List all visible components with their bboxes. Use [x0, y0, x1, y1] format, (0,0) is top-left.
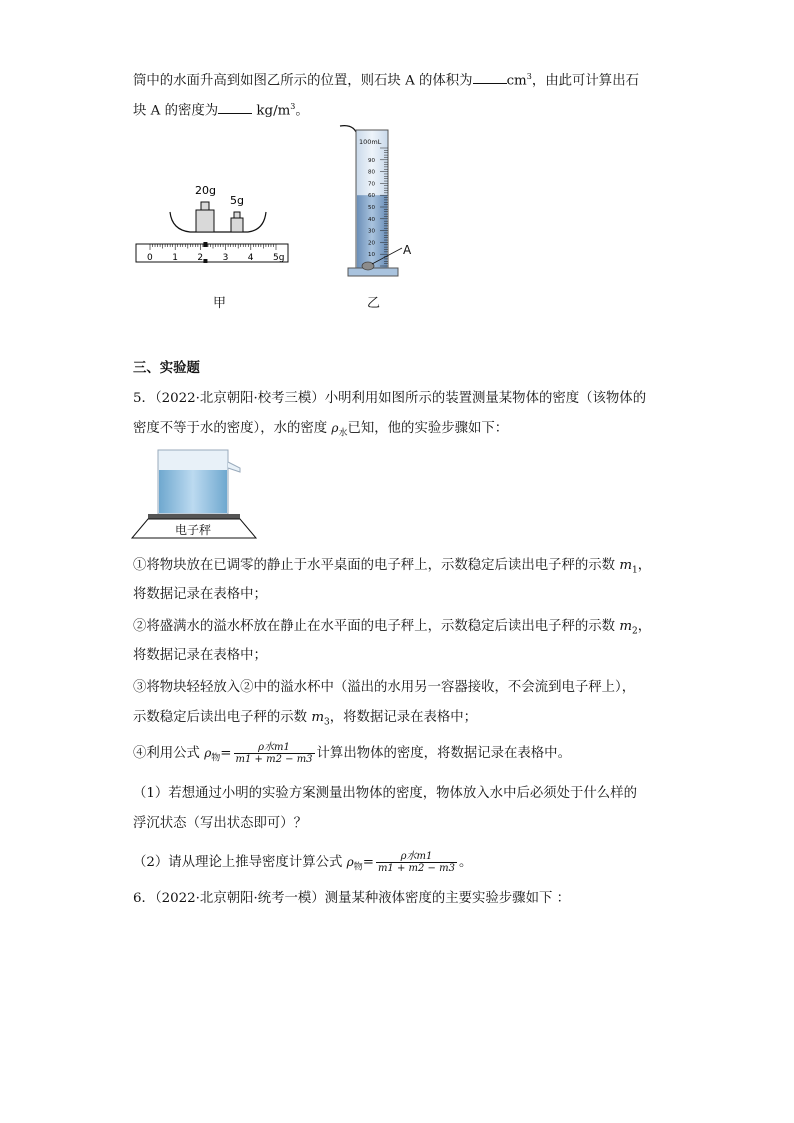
cylinder-base — [348, 268, 398, 276]
step-text: 示数稳定后读出电子秤的示数 — [133, 710, 312, 725]
cup-water — [159, 470, 227, 513]
cylinder-tick-label: 50 — [368, 205, 375, 211]
section-title: 三、实验题 — [133, 361, 200, 376]
cylinder-tick-label: 10 — [368, 252, 375, 259]
cylinder-tick-label: 30 — [368, 228, 375, 235]
cylinder-top-label: 100mL — [359, 138, 382, 146]
q5-sub1-line2: 浮沉状态（写出状态即可）？ — [133, 816, 308, 831]
formula-denominator: m1 + m2 − m3 — [235, 754, 313, 765]
scale-tick-label: 3 — [222, 253, 229, 263]
sub2-text: （2）请从理论上推导密度计算公式 — [133, 855, 347, 870]
q5-text: 已知，他的实验步骤如下： — [347, 421, 509, 436]
step-text: ①将物块放在已调零的静止于水平桌面的电子秤上，示数稳定后读出电子秤的示数 — [133, 558, 620, 573]
q5-text: 密度不等于水的密度），水的密度 — [133, 421, 332, 436]
scale-tick-label: 1 — [172, 253, 178, 263]
q5-step-1 — [133, 557, 651, 580]
intro-line-2 — [133, 98, 309, 120]
formula-numerator: ρ水m1 — [376, 851, 457, 863]
q5-sub1-line1: （1）若想通过小明的实验方案测量出物体的密度，物体放入水中后必须处于什么样的 — [133, 786, 637, 801]
var-m: m — [619, 558, 633, 573]
var-sub: 3 — [324, 717, 330, 728]
scale-platform — [148, 514, 240, 519]
q5-line-1: 5．（2022·北京朝阳·校考三模）小明利用如图所示的装置测量某物体的密度（该物体的 — [133, 391, 647, 406]
figure-electronic-scale — [130, 446, 280, 542]
q6-line-1: 6．（2022·北京朝阳·统考一模）测量某种液体密度的主要实验步骤如下 ： — [133, 891, 570, 906]
formula-rho-sub: 物 — [211, 753, 221, 764]
q5-line-2 — [133, 419, 508, 443]
intro-text: ，由此可计算出石 — [531, 73, 639, 89]
q5-step-2b: 将数据记录在表格中； — [133, 648, 267, 663]
unit-cm: cm — [506, 73, 527, 89]
cylinder-tick-label: 70 — [368, 181, 375, 188]
balance-scale-beam — [136, 244, 288, 262]
formula-eq: = — [220, 746, 232, 761]
q5-step-2 — [133, 618, 651, 641]
formula-rho: ρ — [204, 746, 212, 760]
density-formula — [376, 851, 457, 874]
density-formula — [234, 742, 315, 765]
rider-marker — [203, 242, 207, 247]
intro-text: 块 A 的密度为 — [133, 103, 219, 119]
q5-step-4 — [133, 742, 571, 768]
sub2-text: 。 — [458, 855, 473, 870]
cylinder-tick-label: 90 — [368, 157, 375, 164]
weight-5g — [231, 218, 243, 232]
unit-exponent: 3 — [526, 72, 532, 81]
scale-tick-label: 2 — [197, 253, 204, 263]
var-sub: 2 — [632, 626, 638, 637]
q5-sub2 — [133, 851, 472, 877]
weight-label-20g: 20g — [195, 184, 216, 197]
answer-blank-volume[interactable] — [473, 70, 507, 84]
cylinder-tick-label: 80 — [368, 169, 375, 176]
var-m: m — [311, 710, 325, 725]
formula-rho: ρ — [346, 855, 354, 869]
var-m: m — [619, 619, 633, 634]
q5-step-3b — [133, 709, 477, 732]
cylinder-spout — [340, 126, 356, 132]
stone-label: A — [403, 243, 412, 257]
cylinder-tick-label: 20 — [368, 240, 375, 247]
rho-symbol: ρ — [331, 421, 339, 435]
intro-text: 。 — [295, 103, 309, 119]
stone-a — [362, 262, 374, 270]
intro-text: 筒中的水面升高到如图乙所示的位置，则石块 A 的体积为 — [133, 73, 473, 89]
formula-denominator: m1 + m2 − m3 — [377, 863, 455, 874]
formula-numerator: ρ水m1 — [234, 742, 315, 754]
balance-tray — [170, 212, 266, 232]
weight-20g — [196, 210, 214, 232]
step-text: 计算出物体的密度，将数据记录在表格中。 — [316, 746, 571, 761]
scale-tick-label: 5g — [273, 253, 285, 263]
formula-rho-sub: 物 — [353, 862, 363, 873]
answer-blank-density[interactable] — [218, 100, 252, 114]
figure-label-jia: 甲 — [213, 296, 227, 311]
scale-tick-label: 0 — [147, 253, 153, 263]
unit-kgm: kg/m — [252, 103, 291, 119]
step-text: ， — [637, 619, 652, 634]
scale-label: 电子秤 — [175, 523, 212, 537]
rho-subscript: 水 — [338, 428, 348, 439]
var-sub: 1 — [632, 565, 638, 576]
formula-eq: = — [362, 855, 374, 870]
unit-exponent: 3 — [290, 102, 296, 111]
step-text: ②将盛满水的溢水杯放在静止在水平面的电子秤上，示数稳定后读出电子秤的示数 — [133, 619, 620, 634]
q5-step-1b: 将数据记录在表格中； — [133, 587, 267, 602]
cylinder-tick-label: 40 — [368, 216, 375, 223]
figure-yi-cylinder — [332, 122, 432, 282]
intro-line-1 — [133, 68, 639, 90]
scale-tick-label: 4 — [247, 253, 254, 263]
cylinder-tick-label: 60 — [368, 193, 375, 200]
figure-label-yi: 乙 — [367, 296, 381, 311]
step-text: ， — [637, 558, 652, 573]
step-text: ，将数据记录在表格中； — [329, 710, 478, 725]
step-text: ④利用公式 — [133, 746, 205, 761]
figure-jia-balance — [130, 178, 295, 270]
weight-label-5g: 5g — [230, 194, 244, 207]
q5-step-3: ③将物块轻轻放入②中的溢水杯中（溢出的水用另一容器接收，不会流到电子秤上）， — [133, 680, 636, 695]
rider-marker-bottom — [203, 259, 207, 263]
cup-spout — [228, 462, 240, 472]
